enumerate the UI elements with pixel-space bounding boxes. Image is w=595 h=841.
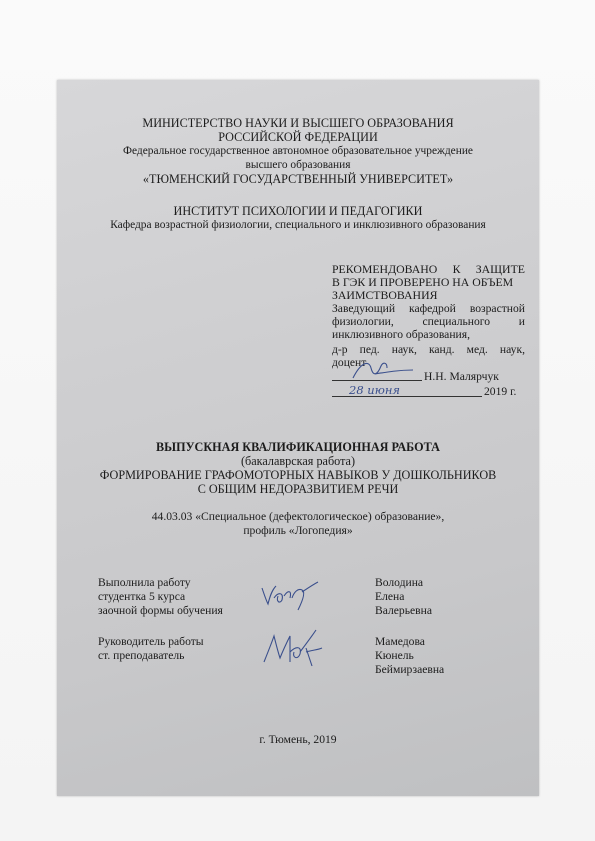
thesis-title-line-2: С ОБЩИМ НЕДОРАЗВИТИЕМ РЕЧИ	[197, 482, 399, 496]
date-year: 2019 г.	[484, 385, 517, 398]
city-year: г. Тюмень, 2019	[259, 733, 337, 746]
head-signature-icon	[347, 358, 417, 384]
supervisor-label-line-1: Руководитель работы	[98, 635, 204, 648]
thesis-subtype: (бакалаврская работа)	[240, 454, 356, 468]
specialty-profile: профиль «Логопедия»	[243, 524, 353, 537]
institution-line-2: высшего образования	[245, 159, 351, 171]
supervisor-label-line-2: ст. преподаватель	[98, 649, 185, 662]
institution-line-1: Федеральное государственное автономное образовательное учреждение	[123, 145, 473, 157]
institute-name: ИНСТИТУТ ПСИХОЛОГИИ И ПЕДАГОГИКИ	[173, 204, 423, 218]
author-label-line-3: заочной формы обучения	[98, 604, 223, 617]
recommendation-line-3: ЗАИМСТВОВАНИЯ	[332, 288, 438, 302]
department-head-line-3: инклюзивного образования,	[332, 328, 470, 341]
supervisor-signature-icon	[260, 628, 324, 670]
supervisor-surname: Мамедова	[375, 635, 425, 648]
department-head-line-2: физиологии, специального и	[332, 315, 525, 328]
handwritten-date: 28 июня	[349, 383, 401, 397]
department-name: Кафедра возрастной физиологии, специального и инклюзивного образования	[110, 219, 486, 231]
university-name: «ТЮМЕНСКИЙ ГОСУДАРСТВЕННЫЙ УНИВЕРСИТЕТ»	[142, 172, 454, 186]
ministry-line-2: РОССИЙСКОЙ ФЕДЕРАЦИИ	[218, 130, 378, 144]
author-label-line-1: Выполнила работу	[98, 576, 191, 589]
thesis-title-line-1: ФОРМИРОВАНИЕ ГРАФОМОТОРНЫХ НАВЫКОВ У ДОШКОЛЬНИКОВ	[99, 468, 497, 482]
author-surname: Володина	[375, 576, 424, 589]
recommendation-line-2: В ГЭК И ПРОВЕРЕНО НА ОБЪЕМ	[332, 275, 514, 289]
thesis-type: ВЫПУСКНАЯ КВАЛИФИКАЦИОННАЯ РАБОТА	[156, 440, 440, 454]
supervisor-first-name: Кюнель	[375, 649, 414, 662]
academic-degree: д-р пед. наук, канд. мед. наук,	[332, 343, 525, 356]
author-patronymic: Валерьевна	[375, 604, 432, 617]
academic-title: доцент	[332, 356, 367, 369]
author-signature-icon	[258, 580, 322, 614]
specialty-code: 44.03.03 «Специальное (дефектологическое) образование»,	[151, 510, 445, 523]
supervisor-patronymic: Беймирзаевна	[375, 663, 445, 676]
title-page-sheet	[57, 80, 539, 796]
recommendation-line-1: РЕКОМЕНДОВАНО К ЗАЩИТЕ	[332, 262, 525, 276]
author-label-line-2: студентка 5 курса	[98, 590, 186, 603]
author-first-name: Елена	[375, 590, 405, 603]
head-name: Н.Н. Малярчук	[424, 370, 499, 383]
ministry-line-1: МИНИСТЕРСТВО НАУКИ И ВЫСШЕГО ОБРАЗОВАНИЯ	[142, 116, 454, 130]
department-head-line-1: Заведующий кафедрой возрастной	[332, 302, 525, 315]
